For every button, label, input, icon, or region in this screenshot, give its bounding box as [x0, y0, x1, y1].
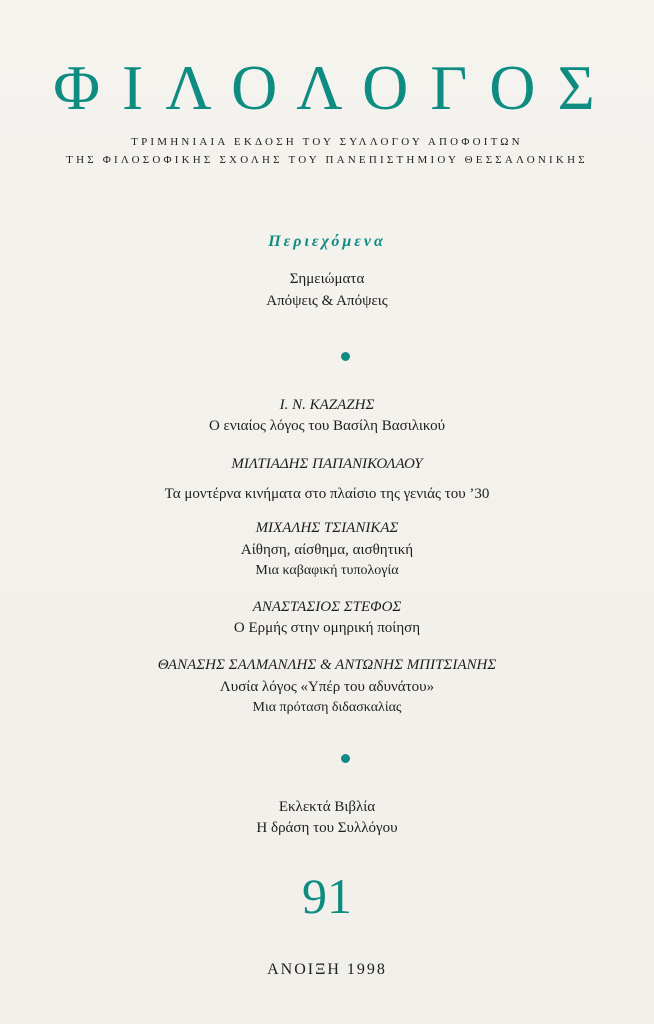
article-title: Ο ενιαίος λόγος του Βασίλη Βασιλικού	[208, 418, 446, 434]
issue-season: ΑΝΟΙΞΗ 1998	[267, 961, 387, 978]
contents-item-opinions: Απόψεις & Απόψεις	[266, 293, 388, 309]
contents-heading: Περιεχόμενα	[268, 233, 386, 250]
contents-item-activities: Η δράση του Συλλόγου	[256, 820, 398, 836]
subtitle-line-2: ΤΗΣ ΦΙΛΟΣΟΦΙΚΗΣ ΣΧΟΛΗΣ ΤΟΥ ΠΑΝΕΠΙΣΤΗΜΙΟΥ ΘΕΣΣΑΛΟΝΙΚΗΣ	[66, 154, 588, 166]
article-author: ΜΙΧΑΛΗΣ ΤΣΙΑΝΙΚΑΣ	[255, 520, 399, 536]
article-title: Λυσία λόγος «Υπέρ του αδυνάτου»	[219, 679, 435, 695]
contents-item-notes: Σημειώματα	[289, 271, 365, 287]
section-divider-dot	[341, 754, 350, 763]
contents-item-books: Εκλεκτά Βιβλία	[278, 799, 376, 815]
article-author: ΜΙΛΤΙΑΔΗΣ ΠΑΠΑΝΙΚΟΛΑΟΥ	[231, 456, 423, 472]
section-divider-dot	[341, 352, 350, 361]
article-title: Αίθηση, αίσθημα, αισθητική	[240, 542, 414, 558]
article-title: Ο Ερμής στην ομηρική ποίηση	[233, 620, 421, 636]
article-title: Τα μοντέρνα κινήματα στο πλαίσιο της γενιάς του ’30	[164, 486, 490, 502]
article-subtitle: Μια πρόταση διδασκαλίας	[252, 700, 402, 715]
article-author: Ι. Ν. ΚΑΖΑΖΗΣ	[279, 397, 375, 413]
article-author: ΘΑΝΑΣΗΣ ΣΑΛΜΑΝΛΗΣ & ΑΝΤΩΝΗΣ ΜΠΙΤΣΙΑΝΗΣ	[157, 657, 497, 673]
subtitle-line-1: ΤΡΙΜΗΝΙΑΙΑ ΕΚΔΟΣΗ ΤΟΥ ΣΥΛΛΟΓΟΥ ΑΠΟΦΟΙΤΩΝ	[131, 136, 523, 148]
journal-title: ΦΙΛΟΛΟΓΟΣ	[53, 52, 617, 123]
article-author: ΑΝΑΣΤΑΣΙΟΣ ΣΤΕΦΟΣ	[252, 599, 402, 615]
issue-number: 91	[302, 868, 352, 924]
article-subtitle: Μια καβαφική τυπολογία	[255, 563, 399, 578]
